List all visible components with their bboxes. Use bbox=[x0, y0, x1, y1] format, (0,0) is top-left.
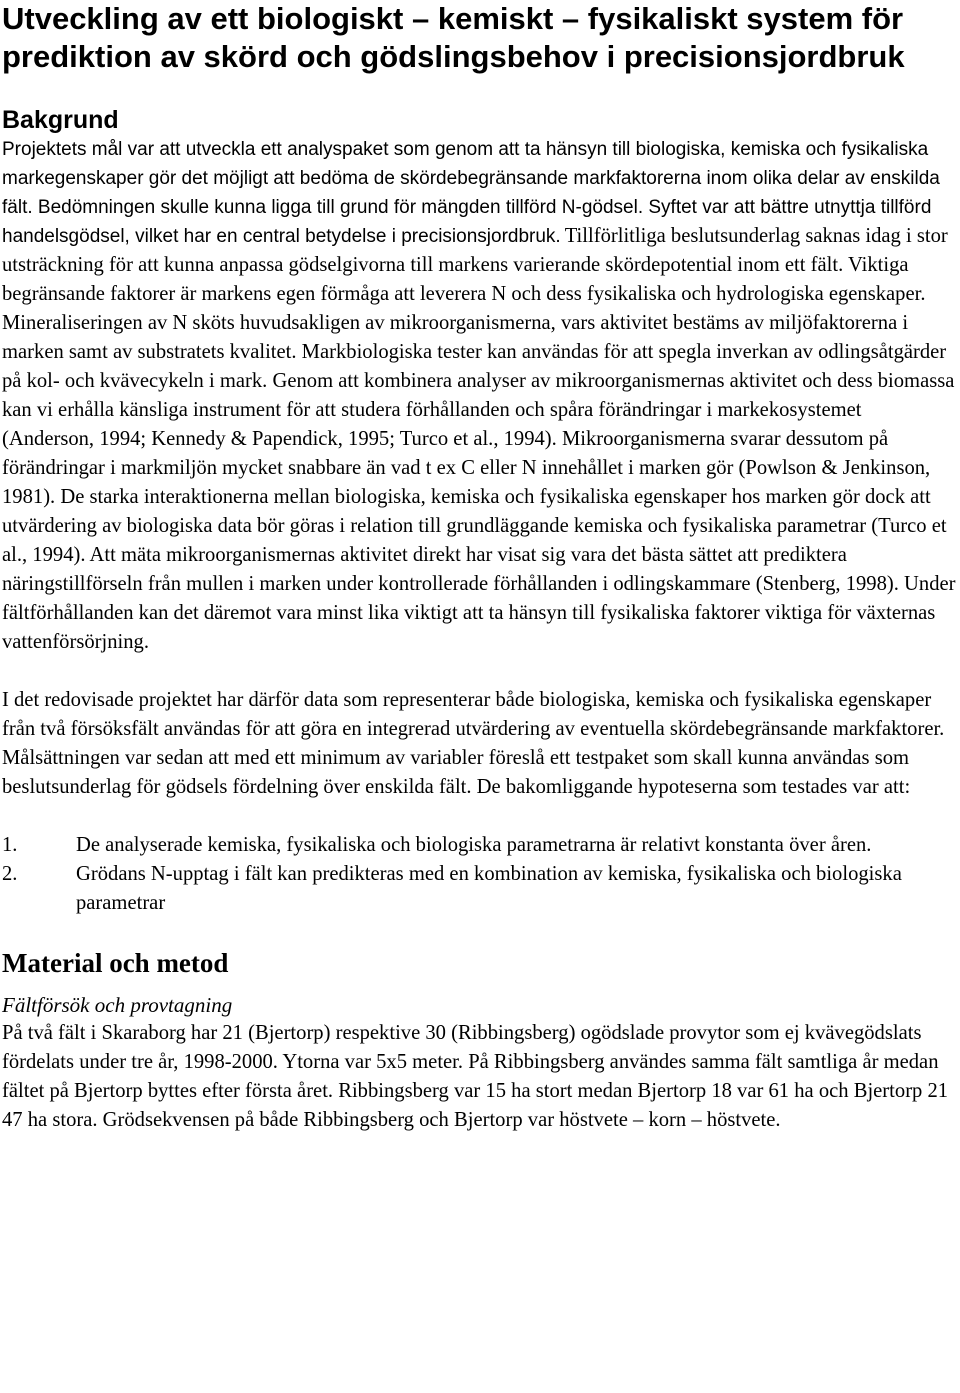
list-item-text: Grödans N-upptag i fält kan predikteras med en kombination av kemiska, fysikaliska och biologiska parametrar bbox=[76, 863, 902, 914]
list-item bbox=[2, 831, 958, 860]
hypotheses-list bbox=[2, 831, 958, 918]
list-item-text: De analyserade kemiska, fysikaliska och biologiska parametrarna är relativt konstanta över åren. bbox=[76, 834, 872, 856]
list-item-number: 2. bbox=[2, 863, 18, 885]
paragraph-gap bbox=[2, 657, 958, 686]
section-heading-background: Bakgrund bbox=[2, 106, 119, 134]
list-item-number: 1. bbox=[2, 834, 18, 856]
background-paragraph-2: I det redovisade projektet har därför data som representerar både biologiska, kemiska och fysikaliska egenskaper från två försöksfält användas för att göra en integrerad utvärdering av eventuella skördebegränsande markfaktorer. Målsättningen var sedan att med ett minimum av variabler föreslå ett testpaket som skall kunna användas som beslutsunderlag för gödsels fördelning över enskilda fält. De bakomliggande hypoteserna som testades var att: bbox=[2, 689, 945, 798]
heading-gap bbox=[2, 979, 958, 991]
background-paragraph-1 bbox=[2, 135, 958, 657]
section-gap bbox=[2, 918, 958, 947]
methods-paragraph: På två fält i Skaraborg har 21 (Bjertorp) respektive 30 (Ribbingsberg) ogödslade provytor som ej kvävegödslats fördelats under tre år, 1998-2000. Ytorna var 5x5 meter. På Ribbingsberg användes samma fält samtliga år medan fältet på Bjertorp byttes efter första året. Ribbingsberg var 15 ha stort medan Bjertorp 18 var 61 ha och Bjertorp 21 47 ha stora. Grödsekvensen på både Ribbingsberg och Bjertorp var höstvete – korn – höstvete. bbox=[2, 1022, 949, 1131]
subsection-heading-field-trials: Fältförsök och provtagning bbox=[2, 993, 233, 1017]
page-title: Utveckling av ett biologiskt – kemiskt – fysikaliskt system för prediktion av skörd och gödslingsbehov i precisionsjordbruk bbox=[2, 1, 905, 74]
list-item bbox=[2, 860, 958, 918]
section-heading-methods: Material och metod bbox=[2, 948, 229, 978]
background-paragraph-1-serif: Tillförlitliga beslutsunderlag saknas idag i stor utsträckning för att kunna anpassa gödselgivorna till markens varierande skördepotential inom ett fält. Viktiga begränsande faktorer är markens egen förmåga att leverera N och dess fysikaliska och hydrologiska egenskaper. Mineraliseringen av N sköts huvudsakligen av mikroorganismerna, vars aktivitet bestäms av miljöfaktorerna i marken samt av substratets kvalitet. Markbiologiska tester kan användas för att spegla inverkan av odlingsåtgärder på kol- och kvävecykeln i mark. Genom att kombinera analyser av mikroorganismernas aktivitet och dess biomassa kan vi erhålla känsliga instrument för att studera förhållanden och spåra förändringar i markekosystemet (Anderson, 1994; Kennedy & Papendick, 1995; Turco et al., 1994). Mikroorganismerna svarar dessutom på förändringar i markmiljön mycket snabbare än vad t ex C eller N innehållet i marken gör (Powlson & Jenkinson, 1981). De starka interaktionerna mellan biologiska, kemiska och fysikaliska egenskaper hos marken gör dock att utvärdering av biologiska data bör göras i relation till grundläggande kemiska och fysikaliska parametrar (Turco et al., 1994). Att mäta mikroorganismernas aktivitet direkt har visat sig vara det bästa sättet att prediktera näringstillförseln från mullen i marken under kontrollerade förhållanden i odlingskammare (Stenberg, 1998). Under fältförhållanden kan det däremot vara minst lika viktigt att ta hänsyn till fysikaliska faktorer viktiga för växternas vattenförsörjning. bbox=[2, 225, 956, 653]
paragraph-gap bbox=[2, 802, 958, 831]
background-paragraph-1-sans: Projektets mål var att utveckla ett analyspaket som genom att ta hänsyn till biologiska, kemiska och fysikaliska markegenskaper gör det möjligt att bedöma de skördebegränsande markfaktorerna inom olika delar av enskilda fält. Bedömningen skulle kunna ligga till grund för mängden tillförd N-gödsel. Syftet var att bättre utnyttja tillförd handelsgödsel, vilket har en central betydelse i precisionsjordbruk. bbox=[2, 139, 940, 247]
